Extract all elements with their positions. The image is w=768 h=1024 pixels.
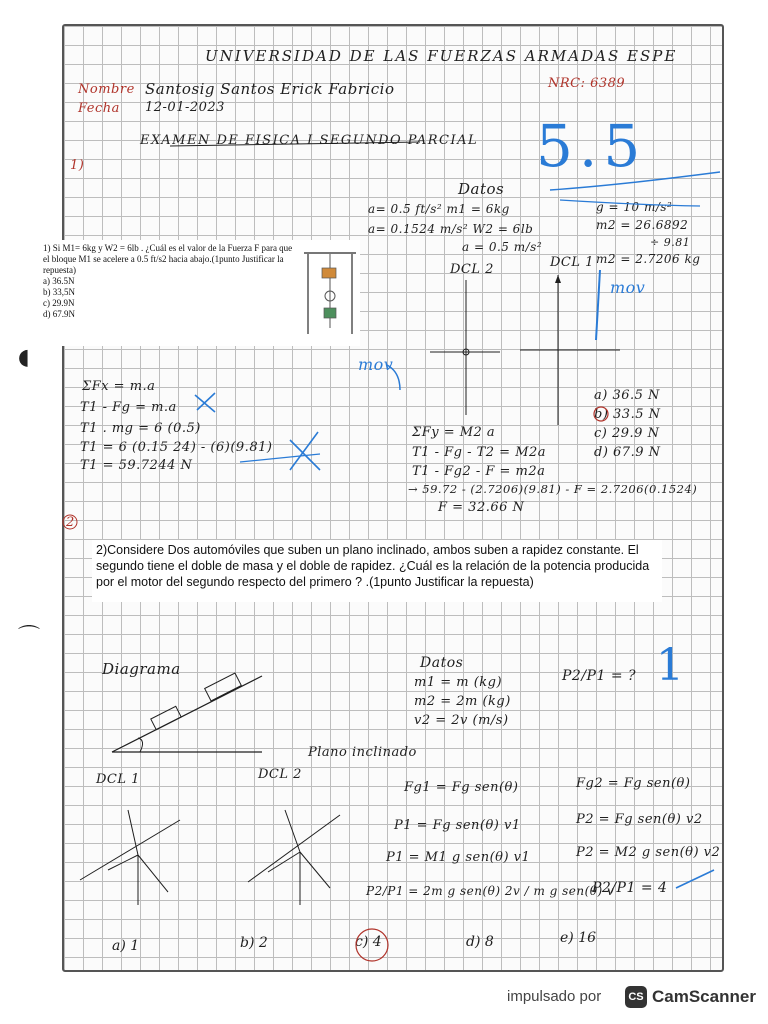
q2-datos-title: Datos: [420, 655, 464, 671]
q1-equation: ΣFx = m.a: [82, 379, 156, 394]
mov-label: mov: [610, 278, 646, 297]
q2-work-line: P2 = Fg sen(θ) v2: [576, 812, 703, 827]
q2-result: P2/P1 = 4: [592, 880, 668, 896]
plano-inclinado-label: Plano inclinado: [308, 745, 417, 760]
dcl1-axis-arrow: [555, 275, 561, 283]
q1-answer-option: b) 33.5 N: [594, 407, 661, 422]
correct-mark: [676, 870, 714, 888]
mov-arrow: [387, 365, 400, 390]
grade-underline-stroke: [550, 172, 720, 190]
q1-equation: ΣFy = M2 a: [412, 425, 496, 440]
q2-option: b) 2: [240, 935, 268, 951]
q2-option: a) 1: [112, 938, 140, 954]
q1-datos-line: m2 = 26.6892: [596, 218, 689, 232]
q1-equation: T1 = 6 (0.15 24) - (6)(9.81): [80, 440, 273, 455]
car-1: [151, 706, 181, 729]
wrong-mark: [195, 393, 215, 412]
exam-title: EXAMEN DE FISICA I SEGUNDO PARCIAL: [140, 133, 479, 148]
car-2: [205, 673, 242, 701]
incline-plane: [112, 676, 262, 752]
nrc-code: NRC: 6389: [548, 76, 626, 91]
punch-hole-mark: ⌒: [18, 625, 41, 650]
mov-label: mov: [358, 355, 394, 374]
q1-datos-line: a= 0.1524 m/s² W2 = 6lb: [368, 222, 534, 236]
q1-datos-line: g = 10 m/s²: [596, 200, 673, 214]
q1-equation: → 59.72 - (2.7206)(9.81) - F = 2.7206(0.1524): [408, 482, 698, 496]
footer-powered-by: impulsado por: [507, 988, 602, 1005]
q1-equation: T1 - Fg = m.a: [80, 400, 177, 415]
q1-answer-option: d) 67.9 N: [594, 445, 661, 460]
question-1-option: a) 36.5N: [43, 276, 75, 286]
q2-work-line: Fg1 = Fg sen(θ): [404, 780, 519, 795]
punch-hole-mark: ◖: [18, 345, 30, 370]
selected-answer-circle: [594, 407, 608, 421]
question-1-prompt: 1) Si M1= 6kg y W2 = 6lb . ¿Cuál es el valor de la Fuerza F para que el bloque M1 se acelere a 0.5 ft/s2 hacia abajo.(1punto Justificar la repuesta): [43, 243, 293, 275]
q1-equation: T1 = 59.7244 N: [80, 458, 193, 473]
q2-work-line: P1 = Fg sen(θ) v1: [394, 818, 521, 833]
nombre-label: Nombre: [78, 82, 135, 97]
q2-selected-answer-circle: [356, 929, 388, 961]
q2-datos-line: v2 = 2v (m/s): [414, 713, 509, 728]
mov-arrow: [596, 270, 600, 340]
q2-datos-line: m2 = 2m (kg): [414, 694, 511, 709]
q2-dcl2-label: DCL 2: [258, 767, 302, 782]
q2-score: 1: [656, 640, 685, 691]
q2-datos-line: m1 = m (kg): [414, 675, 503, 690]
q1-datos-line: m2 = 2.7206 kg: [596, 252, 701, 266]
wrong-mark: [290, 432, 320, 470]
q2-work-line: Fg2 = Fg sen(θ): [576, 776, 691, 791]
q2-option: e) 16: [560, 930, 597, 946]
q2-force-diagram-1: [80, 810, 180, 905]
grade-underline-stroke: [560, 200, 700, 206]
q1-datos-line: a = 0.5 m/s²: [462, 240, 543, 254]
q1-result: F = 32.66 N: [438, 500, 525, 515]
question-1-option: c) 29.9N: [43, 298, 75, 308]
question-1-option: d) 67.9N: [43, 309, 75, 319]
question-1-marker: 1): [70, 158, 85, 173]
q2-work-line: P2/P1 = 2m g sen(θ) 2v / m g sen(θ) v: [366, 884, 615, 898]
title-underline: [170, 142, 420, 146]
dcl2-label: DCL 2: [450, 262, 494, 277]
question-2-prompt: 2)Considere Dos automóviles que suben un plano inclinado, ambos suben a rapidez constante. El segundo tiene el doble de masa y el doble de rapidez. ¿Cuál es la relación de la potencia producida por el motor del segundo respecto del primero ? .(1punto Justificar la repuesta): [92, 540, 662, 602]
q1-answer-option: c) 29.9 N: [594, 426, 660, 441]
camscanner-logo-icon: CS: [625, 986, 647, 1008]
dcl1-label: DCL 1: [550, 255, 594, 270]
q1-datos-line: a= 0.5 ft/s² m1 = 6kg: [368, 202, 510, 216]
q1-equation: T1 - Fg2 - F = m2a: [412, 464, 546, 479]
question-2-marker: 2: [66, 515, 75, 530]
q2-ratio: P2/P1 = ?: [562, 668, 637, 684]
university-title: UNIVERSIDAD DE LAS FUERZAS ARMADAS ESPE: [205, 47, 678, 65]
grade-score: 5.5: [536, 112, 647, 180]
q1-equation: T1 . mg = 6 (0.5): [80, 421, 201, 436]
exam-date: 12-01-2023: [145, 100, 225, 115]
q1-answer-option: a) 36.5 N: [594, 388, 660, 403]
q1-datos-title: Datos: [458, 180, 505, 198]
q1-datos-line: ÷ 9.81: [650, 236, 691, 249]
q2-dcl1-label: DCL 1: [96, 772, 140, 787]
q2-option: d) 8: [466, 934, 494, 950]
angle-arc: [138, 738, 143, 752]
q2-diagram-label: Diagrama: [102, 660, 181, 678]
student-name: Santosig Santos Erick Fabricio: [145, 80, 395, 98]
q2-marker-circle: [63, 515, 77, 529]
q1-equation: T1 - Fg - T2 = M2a: [412, 445, 547, 460]
camscanner-brand: CamScanner: [652, 987, 756, 1006]
q2-option: c) 4: [355, 934, 382, 950]
q2-work-line: P2 = M2 g sen(θ) v2: [576, 845, 721, 860]
q2-force-diagram-2: [248, 810, 340, 905]
q2-work-line: P1 = M1 g sen(θ) v1: [386, 850, 531, 865]
question-1-option: b) 33,5N: [43, 287, 75, 297]
fecha-label: Fecha: [78, 101, 120, 116]
